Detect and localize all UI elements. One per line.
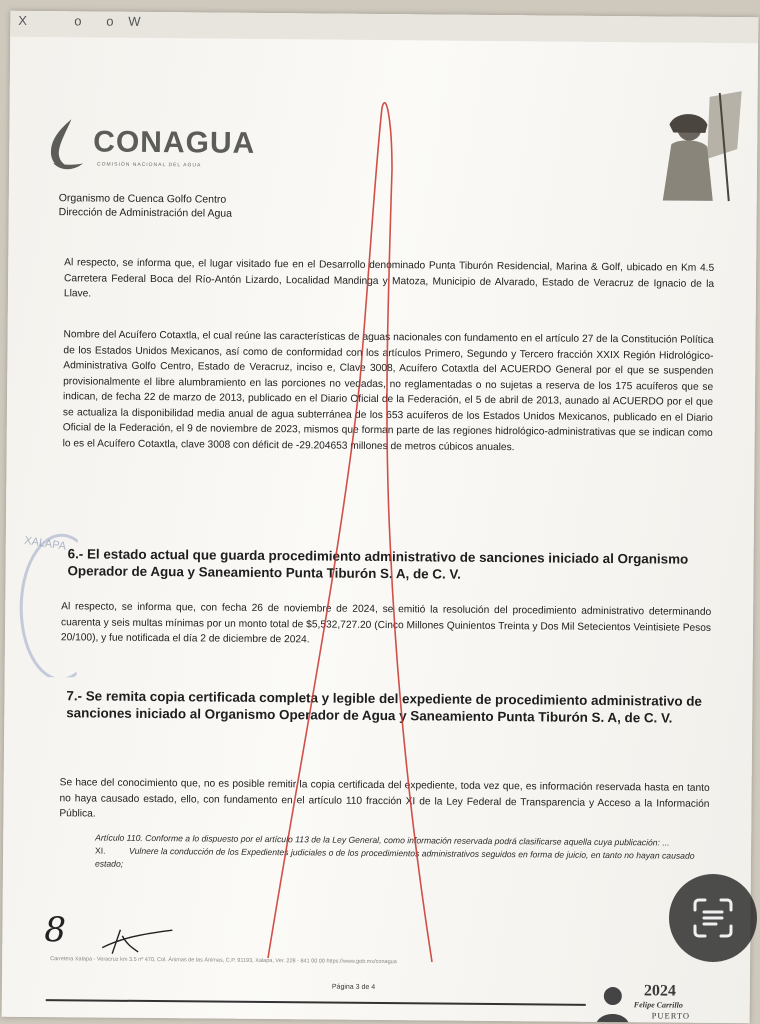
paragraph-site: Al respecto, se informa que, el lugar visitado fue en el Desarrollo denominado Punta Tiburón Residencial, Marina & Golf, ubicado en Km 4.5 Carretera Federal Boca del Río-Antón Lizardo, Localidad Mandinga y Matoza, Municipio de Alvarado, Estado de Veracruz de Ignacio de la Llave. [63,257,715,300]
quote-line-1: Artículo 110. Conforme a lo dispuesto por el artículo 113 de la Ley General, como información reservada podrá clasificarse aquella cuya publicación: ... [95,832,670,848]
paragraph-resolution: Al respecto, se informa que, con fecha 26 de noviembre de 2024, se emitió la resolución del procedimiento administrativo determinando cuarenta y seis multas mínimas por un monto total de $5,532,727.20 (Cinco Millones Quinientos Treinta y Dos Mil Setecientos Veintisiete Pesos 20/100), y fue notificada el día 2 de diciembre de 2024. [60,601,712,646]
paragraph-reserved: Se hace del conocimiento que, no es posible remitir la copia certificada del expediente, toda vez que, es información reservada hasta en tanto no haya causado estado, ello, con fundamento en el artículo 110 fracción XI de la Ley Federal de Transparencia y Acceso a la Información Pública. [59,777,710,820]
organization-header [59,191,233,221]
page-number: Página 3 de 4 [331,983,376,991]
text-scan-icon [691,896,735,940]
legal-quote [95,832,715,876]
fragment-char: W [128,13,141,29]
brand-name: Felipe Carrillo [633,1000,683,1010]
footer-address: Carretera Xalapa - Veracruz km 3.5 nº 470, Col. Ánimas de las Ánimas, C.P. 91193, Xalapa, Ver. 228 - 841 00 00 https://www.gob.mx/conagua [50,956,397,966]
section-7-heading: 7.- Se remita copia certificada completa y legible del expediente de procedimiento administrativo de sanciones iniciado al Organismo Operador de Agua y Saneamiento Punta Tiburón S. A, de C. V. [66,688,702,726]
section-6-heading: 6.- El estado actual que guarda procedimiento administrativo de sanciones iniciado al Organismo Operador de Agua y Saneamiento Punta Tiburón S. A, de C. V. [67,546,689,582]
portrait-icon [590,980,636,1023]
fragment-char: X [18,12,28,28]
org-line-2: Dirección de Administración del Agua [58,206,233,220]
quote-fraction-number: XI. [95,845,106,856]
heroine-emblem-icon [649,88,746,205]
fragment-char: o [74,13,82,29]
footer-divider [46,999,586,1005]
conagua-drop-icon [43,115,88,175]
fragment-char: o [106,13,114,29]
brand-year: 2024 [643,982,676,1000]
quote-line-2 [95,845,715,876]
brand-city: PUERTO [651,1010,691,1021]
paragraph-aquifer: Nombre del Acuífero Cotaxtla, el cual reúne las características de aguas nacionales con fundamento en el artículo 27 de la Constitución Política de los Estados Unidos Mexicanos, así como de conformidad con los artículos Primero, Segundo y Tercero fracción XXIX Región Hidrológico-Administrativa Golfo Centro, Estado de Veracruz, inciso e, Clave 3008, Acuífero Cotaxtla del ACUERDO General por el que se suspenden provisionalmente el libre alumbramiento en las porciones no vedadas, no reglamentadas o no sujetas a reserva de los 175 acuíferos que se indican, de fecha 22 de marzo de 2013, publicado en el Diario Oficial de la Federación, el 5 de abril de 2013, aunado al ACUERDO por el que se actualiza la disponibilidad media anual de agua subterránea de los 653 acuíferos de los Estados Unidos Mexicanos, publicado en el Diario Oficial de la Federación, el 9 de noviembre de 2023, mismos que forman parte de las regiones hidrológico-administrativas que se indican como lo es el Acuífero Cotaxtla, clave 3008 con déficit de -29.204653 millones de metros cúbicos anuales. [62,329,714,453]
handwritten-number: 8 [44,910,67,951]
document-page [2,11,759,1023]
stamp-text: XALAPA [23,534,67,553]
org-line-1: Organismo de Cuenca Golfo Centro [58,192,227,206]
logo-wordmark: CONAGUA [93,125,256,160]
quote-fraction-text: Vulnere la conducción de los Expedientes judiciales o de los procedimientos administrativos seguidos en forma de juicio, en tanto no hayan causado estado; [94,845,695,869]
conagua-logo [43,115,284,177]
torn-top-fragment [10,11,758,44]
logo-subtitle: COMISIÓN NACIONAL DEL AGUA [97,161,202,169]
text-scan-button[interactable] [669,874,757,962]
